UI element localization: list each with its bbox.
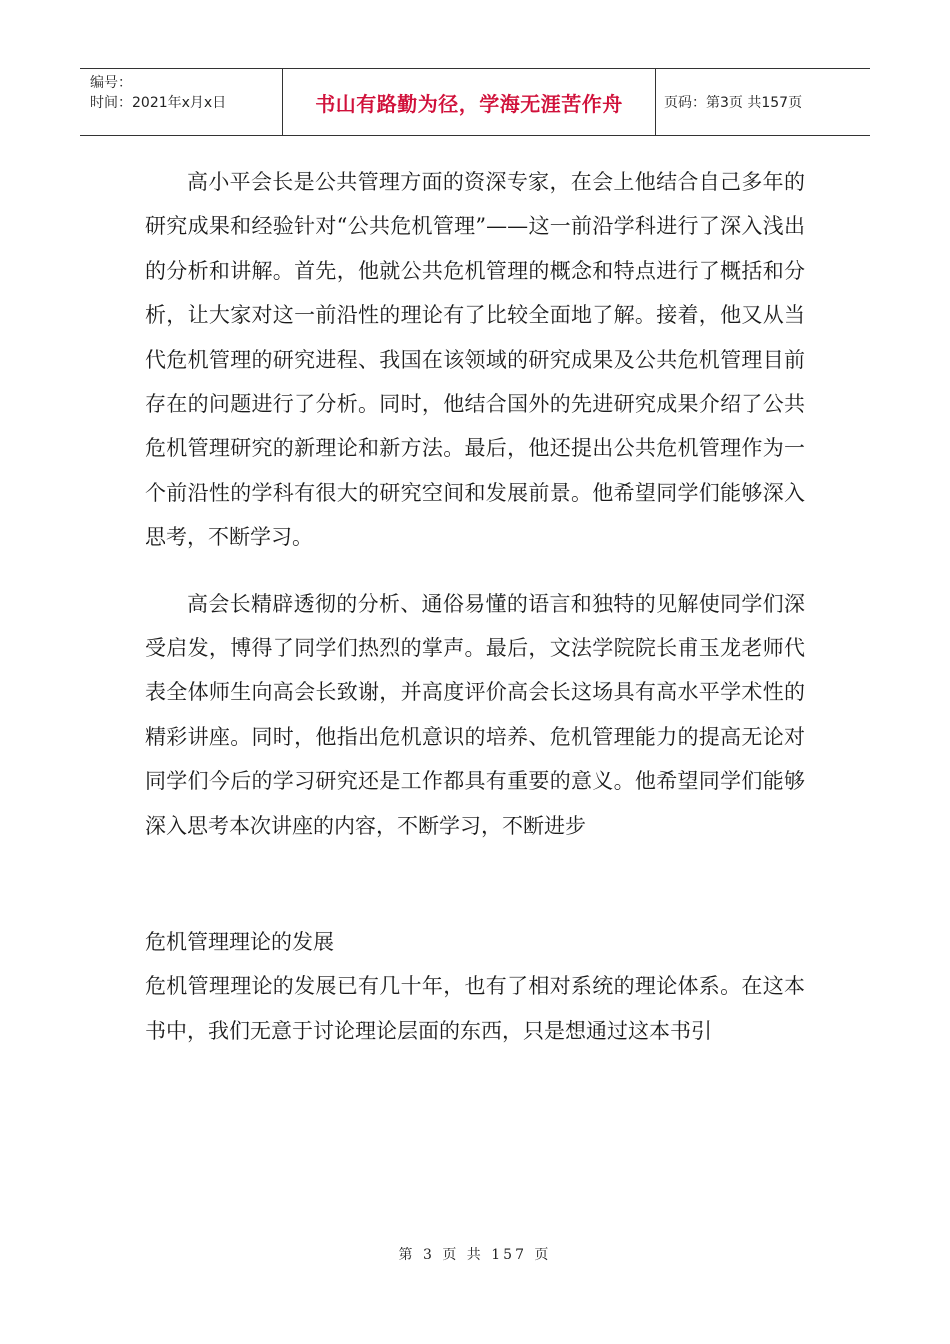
header-meta-cell	[80, 69, 283, 135]
footer-page-number: 第 3 页 共 157 页	[398, 1247, 552, 1263]
motto-text: 书山有路勤为径，学海无涯苦作舟	[315, 91, 623, 116]
date-label: 时间：2021年x月x日	[90, 95, 227, 111]
section-title: 危机管理理论的发展	[145, 930, 334, 955]
page-footer	[0, 1244, 950, 1264]
page-info-text: 页码：第3页 共157页	[664, 95, 803, 111]
header-motto-cell	[283, 69, 656, 135]
section-gap	[145, 848, 805, 920]
serial-number-label: 编号：	[90, 75, 132, 91]
page-header	[80, 68, 870, 136]
body-paragraph-1: 高小平会长是公共管理方面的资深专家，在会上他结合自己多年的研究成果和经验针对“公共危机管理”——这一前沿学科进行了深入浅出的分析和讲解。首先，他就公共危机管理的概念和特点进行了概括和分析，让大家对这一前沿性的理论有了比较全面地了解。接着，他又从当代危机管理的研究进程、我国在该领域的研究成果及公共危机管理目前存在的问题进行了分析。同时，他结合国外的先进研究成果介绍了公共危机管理研究的新理论和新方法。最后，他还提出公共危机管理作为一个前沿性的学科有很大的研究空间和发展前景。他希望同学们能够深入思考，不断学习。	[145, 170, 805, 550]
header-page-cell	[656, 69, 870, 135]
section-paragraph: 危机管理理论的发展已有几十年，也有了相对系统的理论体系。在这本书中，我们无意于讨论理论层面的东西，只是想通过这本书引	[145, 974, 805, 1043]
document-body	[145, 160, 805, 1053]
paragraph-gap	[145, 560, 805, 582]
body-paragraph-2: 高会长精辟透彻的分析、通俗易懂的语言和独特的见解使同学们深受启发，博得了同学们热烈的掌声。最后，文法学院院长甫玉龙老师代表全体师生向高会长致谢，并高度评价高会长这场具有高水平学术性的精彩讲座。同时，他指出危机意识的培养、危机管理能力的提高无论对同学们今后的学习研究还是工作都具有重要的意义。他希望同学们能够深入思考本次讲座的内容，不断学习，不断进步	[145, 591, 805, 838]
